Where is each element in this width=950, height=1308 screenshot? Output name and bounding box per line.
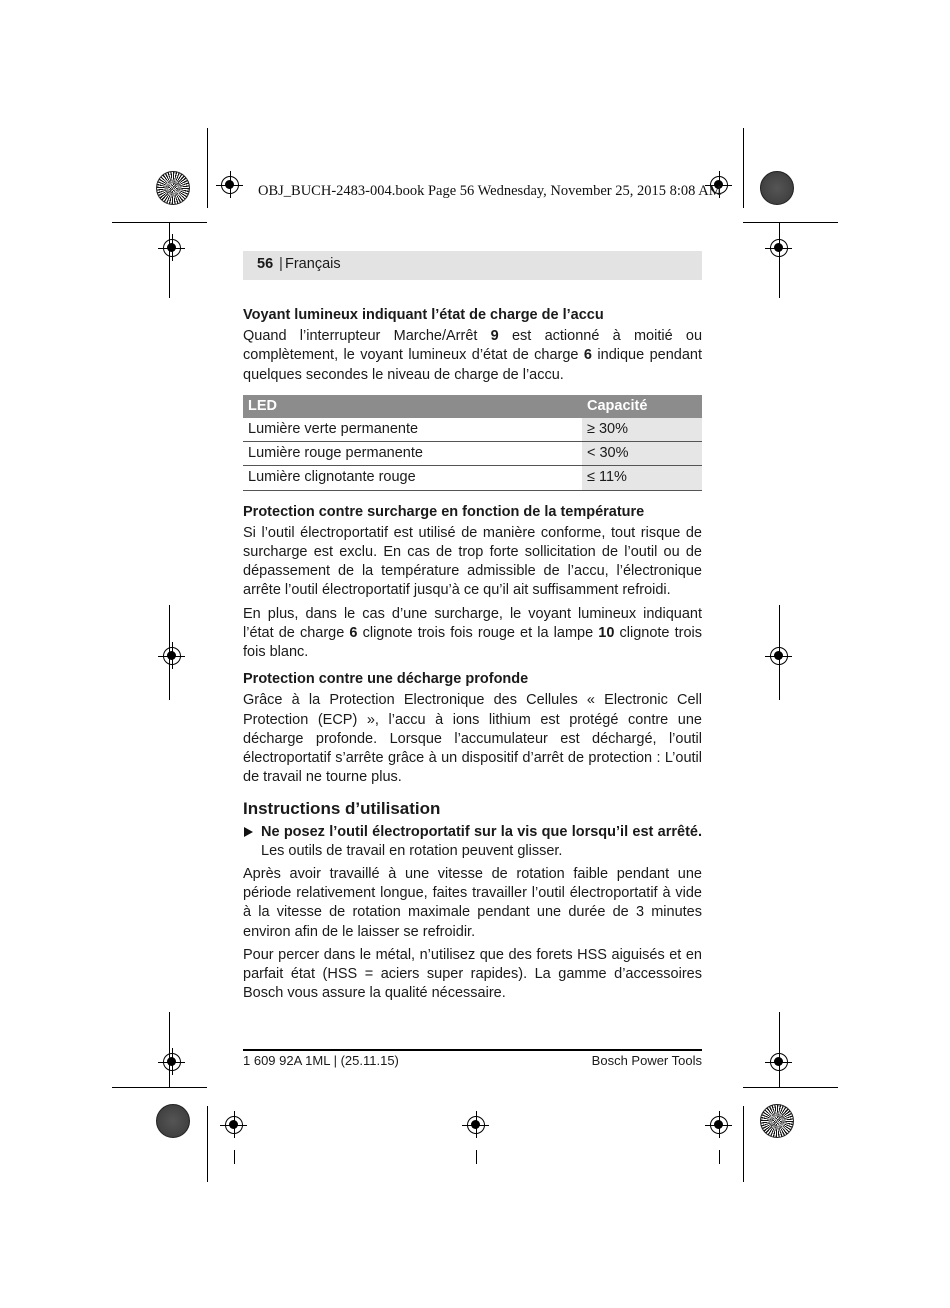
safety-bullet: Ne posez l’outil électroportatif sur la vis que lorsqu’il est arrêté. Les outils de travail en rotation peuvent glisser. [243,823,702,861]
table-row [243,418,702,442]
footer-brand: Bosch Power Tools [591,1053,702,1068]
trim-line [743,128,744,208]
bullet-triangle-icon [244,827,253,837]
trim-line [719,1150,720,1164]
header-separator: | [279,255,283,272]
crosshair-mark-left-lower [163,1053,181,1071]
led-capacity-table [243,395,702,491]
table-cell-capacity: < 30% [582,442,702,466]
crosshair-mark-left-upper [163,239,181,257]
table-header-row [243,395,702,418]
crosshair-mark-top-left [221,176,239,194]
footer-rule [243,1049,702,1051]
table-cell-led: Lumière verte permanente [243,418,582,442]
paragraph-instructions-1: Après avoir travaillé à une vitesse de rotation faible pendant une période relativement longue, faites travailler l’outil électroportatif à vide à la vitesse de rotation maximale pendant une durée de 3 minutes environ afin de le laisser se refroidir. [243,866,702,940]
section-heading-instructions: Instructions d’utilisation [243,799,441,819]
header-language: Français [285,256,341,272]
table-cell-led: Lumière rouge permanente [243,442,582,466]
paragraph-overload-2: En plus, dans le cas d’une surcharge, le voyant lumineux indiquant l’état de charge 6 clignote trois fois rouge et la lampe 10 clignote trois fois blanc. [243,605,702,661]
crosshair-mark-bottom-left [225,1116,243,1134]
table-cell-capacity: ≥ 30% [582,418,702,442]
paragraph-overload-1: Si l’outil électroportatif est utilisé de manière conforme, tout risque de surcharge est exclu. En cas de trop forte sollicitation de l’outil ou de dépassement de la température admissible de l’accu, l’électronique arrête l’outil électroportatif jusqu’à ce qu’il ait suffisamment refroidi. [243,524,702,599]
registration-disc-bottom-left [156,1104,190,1138]
paragraph-deep-discharge: Grâce à la Protection Electronique des Cellules « Electronic Cell Protection (ECP) », l’accu à ions lithium est protégé contre une décharge profonde. Lorsque l’accumulateur est déchargé, l’outil électroportatif s’arrête grâce à un dispositif d’arrêt de protection : L’outil de travail ne tourne plus. [243,692,702,786]
section-heading-overload: Protection contre surcharge en fonction de la température [243,503,645,520]
print-slug-line: OBJ_BUCH-2483-004.book Page 56 Wednesday, November 25, 2015 8:08 AM [258,183,722,199]
table-row [243,466,702,490]
section-heading-deep-discharge: Protection contre une décharge profonde [243,671,529,688]
crosshair-mark-bottom-center [467,1116,485,1134]
trim-line [207,128,208,208]
trim-line [112,1087,207,1088]
registration-sunburst-bottom-right [760,1104,794,1138]
crosshair-mark-bottom-right [710,1116,728,1134]
registration-sunburst-top-left [156,171,190,205]
table-cell-led: Lumière clignotante rouge [243,466,582,490]
trim-line [169,223,170,298]
registration-disc-top-right [760,171,794,205]
trim-line [112,222,207,223]
page-number: 56 [257,256,274,272]
main-content [243,306,702,1004]
section-heading-battery-indicator: Voyant lumineux indiquant l’état de charge de l’accu [243,307,604,323]
footer-document-code: 1 609 92A 1ML | (25.11.15) [243,1053,399,1068]
trim-line [476,1150,477,1164]
table-row [243,442,702,466]
trim-line [779,223,780,298]
trim-line [743,1106,744,1182]
trim-line [779,605,780,700]
column-header-capacity: Capacité [582,395,702,418]
paragraph-battery-indicator: Quand l’interrupteur Marche/Arrêt 9 est actionné à moitié ou complètement, le voyant lumineux d’état de charge 6 indique pendant quelques secondes le niveau de charge de l’accu. [243,328,703,383]
column-header-led: LED [243,395,582,418]
trim-line [169,1012,170,1087]
trim-line [743,222,838,223]
trim-line [207,1106,208,1182]
trim-line [743,1087,838,1088]
page-header [243,251,702,280]
table-cell-capacity: ≤ 11% [582,466,702,490]
trim-line [234,1150,235,1164]
trim-line [779,1012,780,1087]
crosshair-mark-left-middle [163,647,181,665]
trim-line [169,605,170,700]
paragraph-instructions-2: Pour percer dans le métal, n’utilisez que des forets HSS aiguisés et en parfait état (HSS = aciers super rapides). La gamme d’accessoires Bosch vous assure la qualité nécessaire. [243,946,702,1002]
